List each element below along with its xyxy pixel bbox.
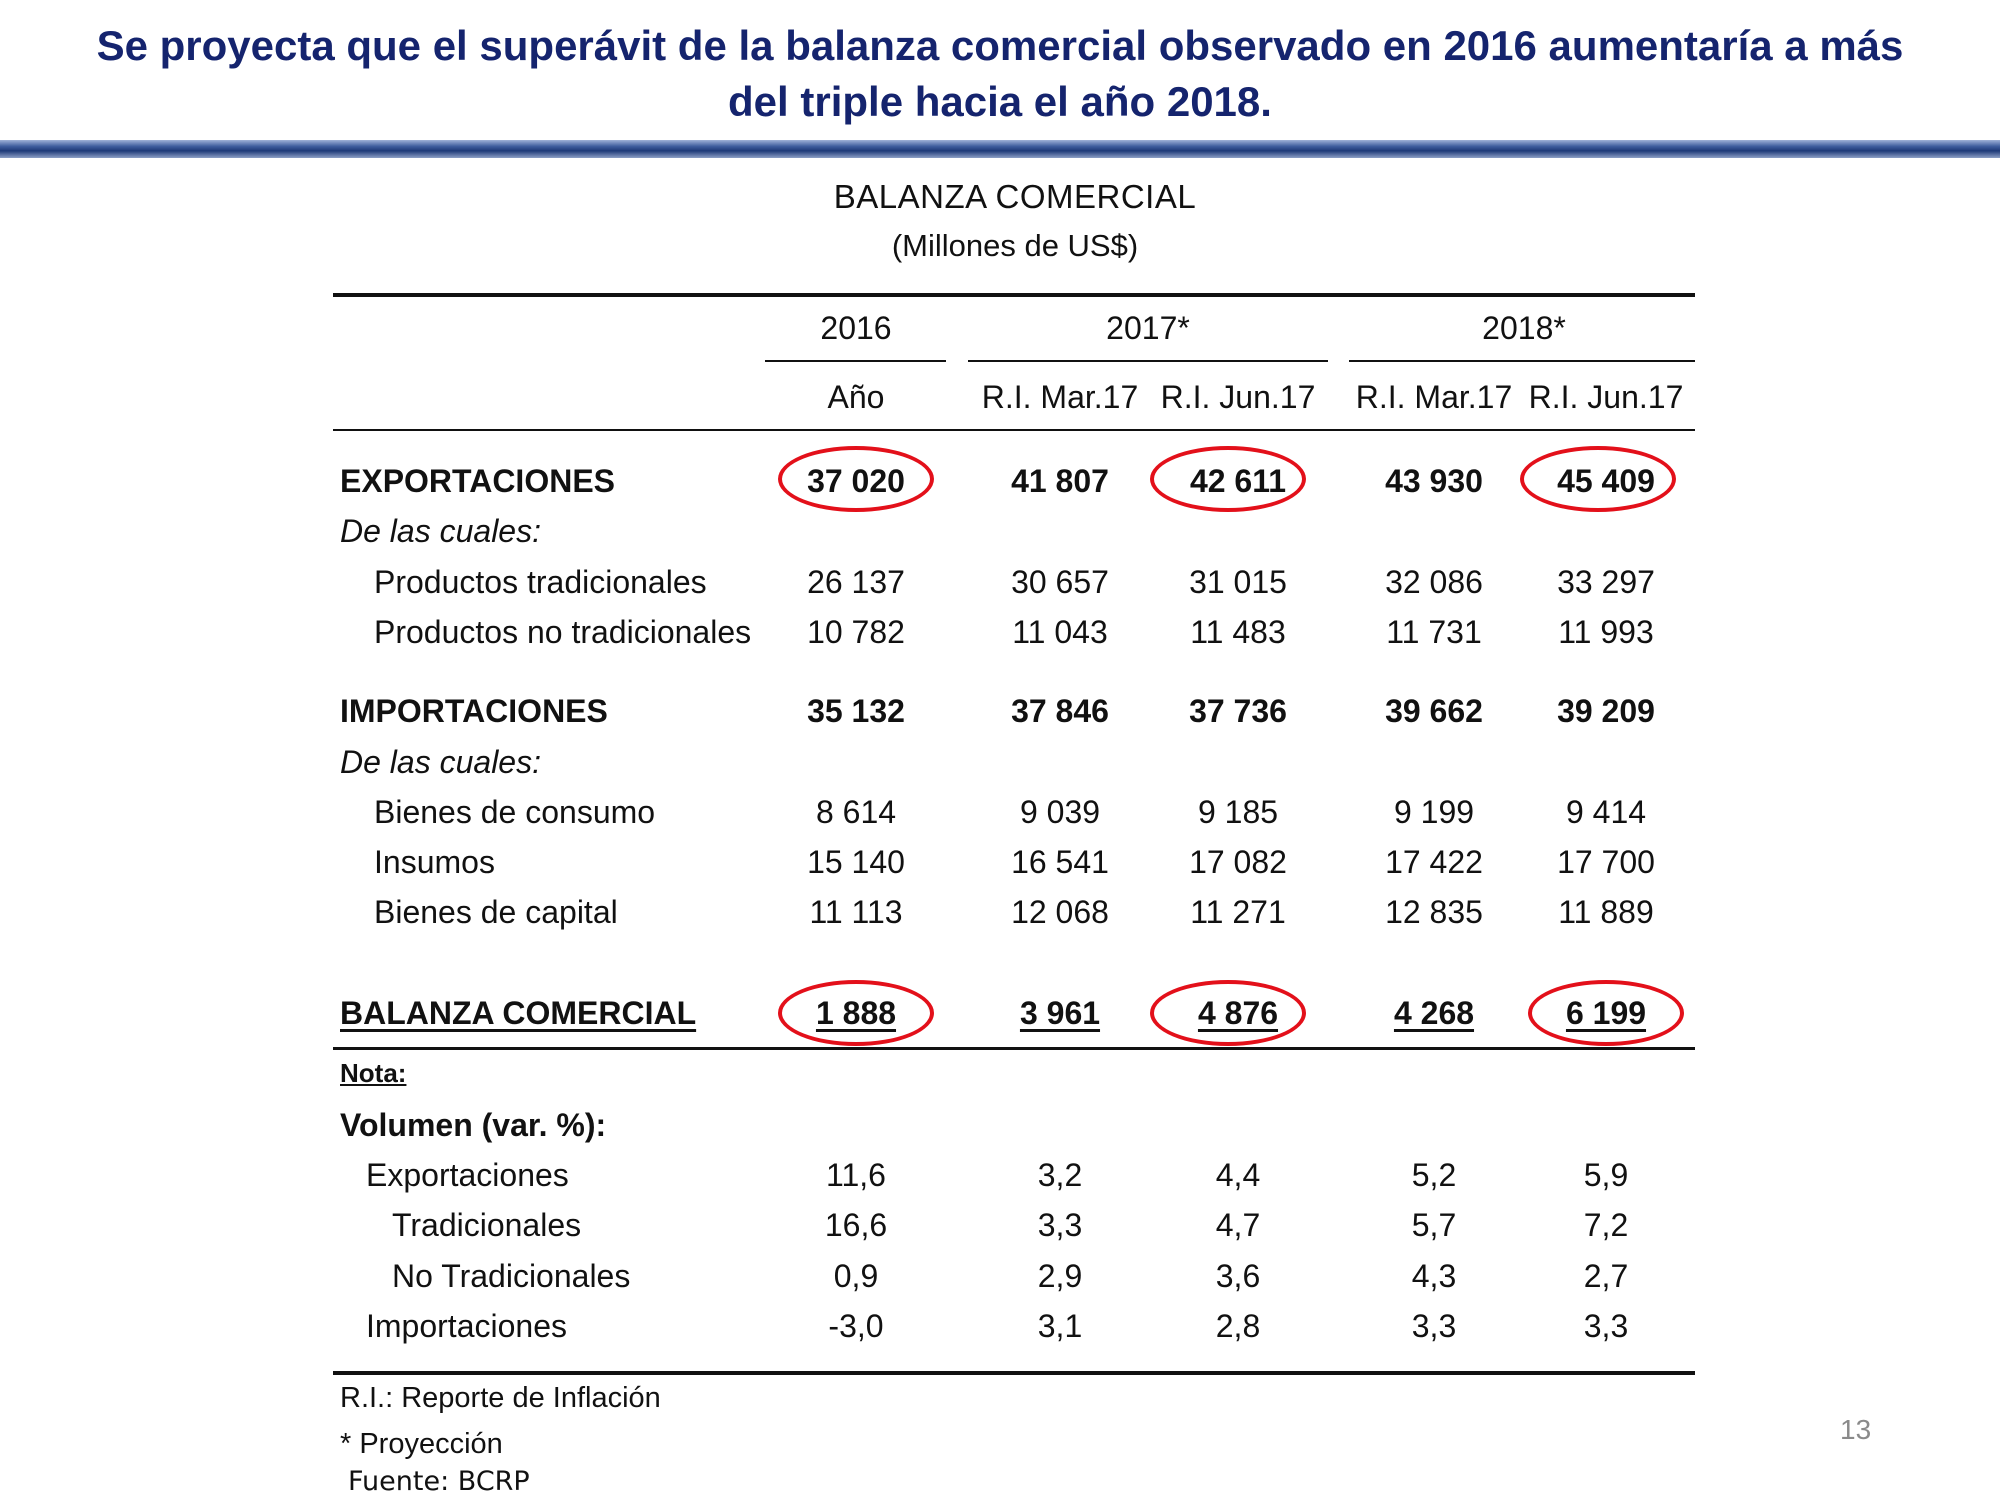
balanza-bottom-rule xyxy=(333,1047,1695,1050)
no-tradicionales-2016: 10 782 xyxy=(807,614,905,650)
importaciones-2016: 35 132 xyxy=(807,693,905,729)
insumos-2018-mar: 17 422 xyxy=(1385,844,1483,880)
vol-exportaciones-2016: 11,6 xyxy=(826,1157,886,1193)
importaciones-2018-jun: 39 209 xyxy=(1557,693,1655,729)
vol-exportaciones-2017-jun: 4,4 xyxy=(1215,1157,1261,1193)
table-top-rule xyxy=(333,293,1695,297)
capital-2017-mar: 12 068 xyxy=(1011,894,1109,930)
subheader-2018-jun: R.I. Jun.17 xyxy=(1528,379,1684,415)
vol-importaciones-2016: -3,0 xyxy=(828,1308,884,1344)
row-label-bienes-de-consumo: Bienes de consumo xyxy=(374,794,656,830)
subheader-2017-jun: R.I. Jun.17 xyxy=(1160,379,1316,415)
row-label-importaciones: IMPORTACIONES xyxy=(340,693,608,729)
vol-no-tradicionales-2017-mar: 2,9 xyxy=(1037,1258,1083,1294)
source-note: Fuente: BCRP xyxy=(348,1466,530,1497)
vol-label-no-tradicionales: No Tradicionales xyxy=(392,1258,631,1294)
vol-importaciones-2018-jun: 3,3 xyxy=(1583,1308,1629,1344)
row-label-productos-no-tradicionales: Productos no tradicionales xyxy=(374,614,752,650)
vol-tradicionales-2017-jun: 4,7 xyxy=(1215,1207,1261,1243)
capital-2017-jun: 11 271 xyxy=(1190,894,1286,930)
highlight-circle-balanza-2016 xyxy=(778,980,934,1046)
highlight-circle-exportaciones-2018-jun xyxy=(1520,446,1676,512)
year-header-2016: 2016 xyxy=(820,310,892,346)
importaciones-2017-jun: 37 736 xyxy=(1189,693,1287,729)
balanza-2017-mar: 3 961 xyxy=(1019,995,1101,1031)
row-label-balanza-comercial: BALANZA COMERCIAL xyxy=(340,995,697,1031)
headline-line-1: Se proyecta que el superávit de la balanza comercial observado en 2016 aumentaría a más xyxy=(96,22,1904,69)
no-tradicionales-2017-jun: 11 483 xyxy=(1190,614,1286,650)
exportaciones-2017-jun: 42 611 xyxy=(1189,463,1287,499)
tradicionales-2017-jun: 31 015 xyxy=(1189,564,1287,600)
vol-importaciones-2017-jun: 2,8 xyxy=(1215,1308,1261,1344)
balanza-2017-jun: 4 876 xyxy=(1197,995,1279,1031)
highlight-circle-balanza-2018-jun xyxy=(1528,980,1684,1046)
insumos-2017-mar: 16 541 xyxy=(1011,844,1109,880)
exportaciones-2018-jun: 45 409 xyxy=(1557,463,1655,499)
vol-tradicionales-2016: 16,6 xyxy=(824,1207,888,1243)
tradicionales-2018-jun: 33 297 xyxy=(1557,564,1655,600)
rule-2017 xyxy=(968,360,1328,362)
header-bottom-rule xyxy=(333,429,1695,431)
header-divider-bar xyxy=(0,140,2000,158)
vol-importaciones-2017-mar: 3,1 xyxy=(1037,1308,1083,1344)
insumos-2016: 15 140 xyxy=(807,844,905,880)
tradicionales-2018-mar: 32 086 xyxy=(1385,564,1483,600)
insumos-2018-jun: 17 700 xyxy=(1557,844,1655,880)
table-subtitle: (Millones de US$) xyxy=(891,228,1139,263)
consumo-2018-mar: 9 199 xyxy=(1393,794,1475,830)
no-tradicionales-2018-jun: 11 993 xyxy=(1558,614,1654,650)
projection-footnote: * Proyección xyxy=(340,1428,503,1460)
row-label-bienes-de-capital: Bienes de capital xyxy=(374,894,618,930)
capital-2018-mar: 12 835 xyxy=(1385,894,1483,930)
tradicionales-2017-mar: 30 657 xyxy=(1011,564,1109,600)
rule-2018 xyxy=(1349,360,1695,362)
consumo-2017-mar: 9 039 xyxy=(1019,794,1101,830)
capital-2016: 11 113 xyxy=(809,894,903,930)
vol-no-tradicionales-2018-mar: 4,3 xyxy=(1411,1258,1457,1294)
vol-label-exportaciones: Exportaciones xyxy=(366,1157,569,1193)
no-tradicionales-2017-mar: 11 043 xyxy=(1012,614,1108,650)
exportaciones-2017-mar: 41 807 xyxy=(1011,463,1109,499)
slide-headline xyxy=(0,18,2000,130)
vol-no-tradicionales-2018-jun: 2,7 xyxy=(1583,1258,1629,1294)
subheader-ano: Año xyxy=(827,379,885,415)
row-label-exportaciones: EXPORTACIONES xyxy=(340,463,615,499)
highlight-circle-exportaciones-2017-jun xyxy=(1150,446,1306,512)
subheader-2018-mar: R.I. Mar.17 xyxy=(1355,379,1513,415)
nota-label: Nota: xyxy=(340,1058,407,1088)
vol-exportaciones-2018-mar: 5,2 xyxy=(1411,1157,1457,1193)
balanza-2018-mar: 4 268 xyxy=(1393,995,1475,1031)
highlight-circle-balanza-2017-jun xyxy=(1150,980,1306,1046)
highlight-circle-exportaciones-2016 xyxy=(778,446,934,512)
vol-label-importaciones: Importaciones xyxy=(366,1308,567,1344)
vol-tradicionales-2017-mar: 3,3 xyxy=(1037,1207,1083,1243)
year-header-2017: 2017* xyxy=(1106,310,1190,346)
year-header-2018: 2018* xyxy=(1482,310,1566,346)
row-label-insumos: Insumos xyxy=(374,844,495,880)
vol-no-tradicionales-2016: 0,9 xyxy=(833,1258,879,1294)
balanza-2016: 1 888 xyxy=(815,995,897,1031)
volumen-label: Volumen (var. %): xyxy=(340,1107,607,1143)
page-number: 13 xyxy=(1840,1414,1872,1445)
row-label-imp-de-las-cuales: De las cuales: xyxy=(340,744,541,780)
vol-exportaciones-2017-mar: 3,2 xyxy=(1037,1157,1083,1193)
table-title: BALANZA COMERCIAL xyxy=(833,178,1197,215)
vol-exportaciones-2018-jun: 5,9 xyxy=(1583,1157,1629,1193)
no-tradicionales-2018-mar: 11 731 xyxy=(1386,614,1482,650)
exportaciones-2016: 37 020 xyxy=(807,463,905,499)
consumo-2018-jun: 9 414 xyxy=(1565,794,1647,830)
balanza-2018-jun: 6 199 xyxy=(1565,995,1647,1031)
exportaciones-2018-mar: 43 930 xyxy=(1385,463,1483,499)
vol-tradicionales-2018-mar: 5,7 xyxy=(1411,1207,1457,1243)
row-label-productos-tradicionales: Productos tradicionales xyxy=(374,564,707,600)
vol-importaciones-2018-mar: 3,3 xyxy=(1411,1308,1457,1344)
table-bottom-rule xyxy=(333,1371,1695,1375)
vol-label-tradicionales: Tradicionales xyxy=(392,1207,582,1243)
row-label-exp-de-las-cuales: De las cuales: xyxy=(340,513,541,549)
consumo-2017-jun: 9 185 xyxy=(1197,794,1279,830)
subheader-2017-mar: R.I. Mar.17 xyxy=(981,379,1139,415)
ri-footnote: R.I.: Reporte de Inflación xyxy=(340,1382,661,1414)
vol-tradicionales-2018-jun: 7,2 xyxy=(1583,1207,1629,1243)
importaciones-2018-mar: 39 662 xyxy=(1385,693,1483,729)
tradicionales-2016: 26 137 xyxy=(807,564,905,600)
insumos-2017-jun: 17 082 xyxy=(1189,844,1287,880)
importaciones-2017-mar: 37 846 xyxy=(1011,693,1109,729)
vol-no-tradicionales-2017-jun: 3,6 xyxy=(1215,1258,1261,1294)
rule-2016 xyxy=(765,360,946,362)
capital-2018-jun: 11 889 xyxy=(1558,894,1654,930)
headline-line-2: del triple hacia el año 2018. xyxy=(728,78,1272,125)
consumo-2016: 8 614 xyxy=(815,794,897,830)
